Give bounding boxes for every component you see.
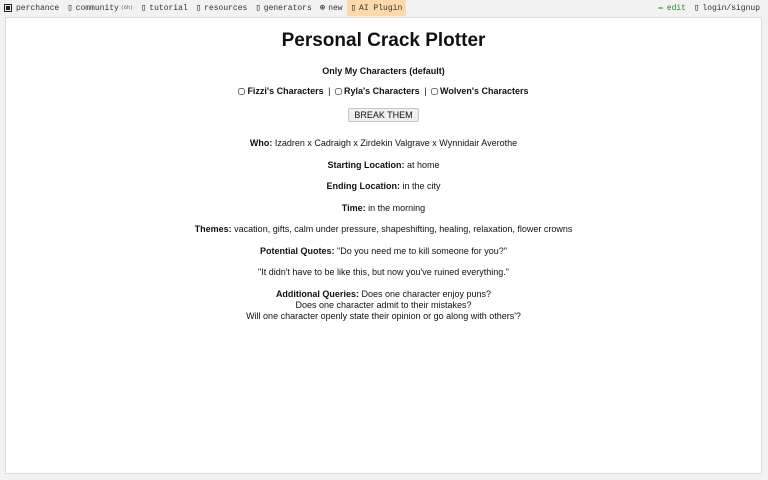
- potential-quotes-label: Potential Quotes:: [259, 245, 335, 256]
- query-2-line: [6, 300, 761, 311]
- nav-login[interactable]: [690, 0, 768, 16]
- generator-output-panel: [5, 17, 762, 474]
- query-1: Does one character enjoy puns?: [361, 288, 492, 299]
- nav-edit[interactable]: [654, 0, 690, 16]
- query-3: Will one character openly state their opinion or go along with others'?: [246, 310, 521, 321]
- community-activity-badge: (6h): [120, 5, 133, 11]
- character-filter-group: [6, 86, 761, 97]
- top-nav-bar: [0, 0, 768, 16]
- nav-resources-label: resources: [204, 3, 248, 13]
- nav-community-label: community: [75, 3, 119, 13]
- nav-generators-label: generators: [263, 3, 312, 13]
- robot-icon: ▯: [350, 3, 357, 13]
- query-3-line: [6, 311, 761, 322]
- ryla-label: Ryla's Characters: [343, 86, 420, 96]
- who-value: Izadren x Cadraigh x Zirdekin Valgrave x Wynnidair Averothe: [274, 138, 518, 148]
- additional-queries-label: Additional Queries:: [275, 288, 359, 299]
- grid-icon: ▯: [255, 3, 261, 13]
- ending-location-label: Ending Location:: [326, 181, 400, 191]
- nav-tutorial[interactable]: [137, 0, 192, 16]
- default-option-label: Only My Characters (default): [322, 66, 445, 76]
- nav-ai-plugin[interactable]: [347, 0, 407, 16]
- plot-result: [6, 138, 761, 322]
- page-title: Personal Crack Plotter: [281, 30, 486, 51]
- separator: |: [424, 86, 427, 96]
- fizzi-label: Fizzi's Characters: [247, 86, 324, 96]
- nav-new-label: new: [328, 3, 343, 13]
- nav-new[interactable]: [316, 0, 347, 16]
- starting-location-label: Starting Location:: [327, 159, 405, 170]
- plus-circle-icon: ⊕: [319, 3, 326, 13]
- themes-label: Themes:: [194, 224, 232, 234]
- nav-login-label: login/signup: [702, 3, 760, 13]
- nav-ai-plugin-label: AI Plugin: [359, 3, 403, 13]
- nav-resources[interactable]: [192, 0, 252, 16]
- additional-queries-line: [6, 289, 761, 300]
- quote-2: "It didn't have to be like this, but now you've ruined everything.": [258, 267, 509, 277]
- user-icon: ▯: [693, 3, 700, 13]
- who-line: [6, 138, 761, 149]
- nav-edit-label: edit: [666, 3, 686, 13]
- quote-2-line: [6, 267, 761, 278]
- wolven-label: Wolven's Characters: [440, 86, 529, 96]
- time-label: Time:: [341, 202, 366, 213]
- nav-community[interactable]: [63, 0, 137, 16]
- starting-location-line: [6, 160, 761, 171]
- ending-location-line: [6, 181, 761, 192]
- fizzi-checkbox-option[interactable]: [238, 86, 323, 96]
- wolven-checkbox-option[interactable]: [431, 86, 529, 96]
- ending-location-value: in the city: [402, 181, 441, 191]
- pencil-icon: ✏: [658, 3, 664, 13]
- break-them-button[interactable]: BREAK THEM: [348, 108, 418, 122]
- ryla-checkbox-option[interactable]: [335, 86, 420, 96]
- query-2: Does one character admit to their mistakes?: [295, 299, 472, 310]
- box-icon: ▯: [195, 3, 202, 13]
- time-value: in the morning: [368, 202, 426, 213]
- ryla-checkbox[interactable]: [335, 88, 342, 95]
- nav-right-group: [654, 0, 768, 16]
- separator: |: [328, 86, 331, 96]
- dice-icon: [4, 4, 12, 12]
- nav-perchance-label: perchance: [16, 3, 60, 13]
- quote-1: "Do you need me to kill someone for you?": [337, 245, 507, 256]
- book-icon: ▯: [140, 3, 147, 13]
- who-label: Who:: [249, 138, 273, 148]
- wolven-checkbox[interactable]: [431, 88, 438, 95]
- themes-line: [6, 224, 761, 235]
- chat-icon: ▯: [67, 3, 73, 13]
- nav-perchance[interactable]: [0, 0, 63, 16]
- starting-location-value: at home: [406, 159, 440, 170]
- themes-value: vacation, gifts, calm under pressure, shapeshifting, healing, relaxation, flower crowns: [234, 224, 573, 234]
- nav-generators[interactable]: [251, 0, 315, 16]
- fizzi-checkbox[interactable]: [238, 88, 245, 95]
- potential-quotes-line: [6, 246, 761, 257]
- time-line: [6, 203, 761, 214]
- nav-tutorial-label: tutorial: [149, 3, 188, 13]
